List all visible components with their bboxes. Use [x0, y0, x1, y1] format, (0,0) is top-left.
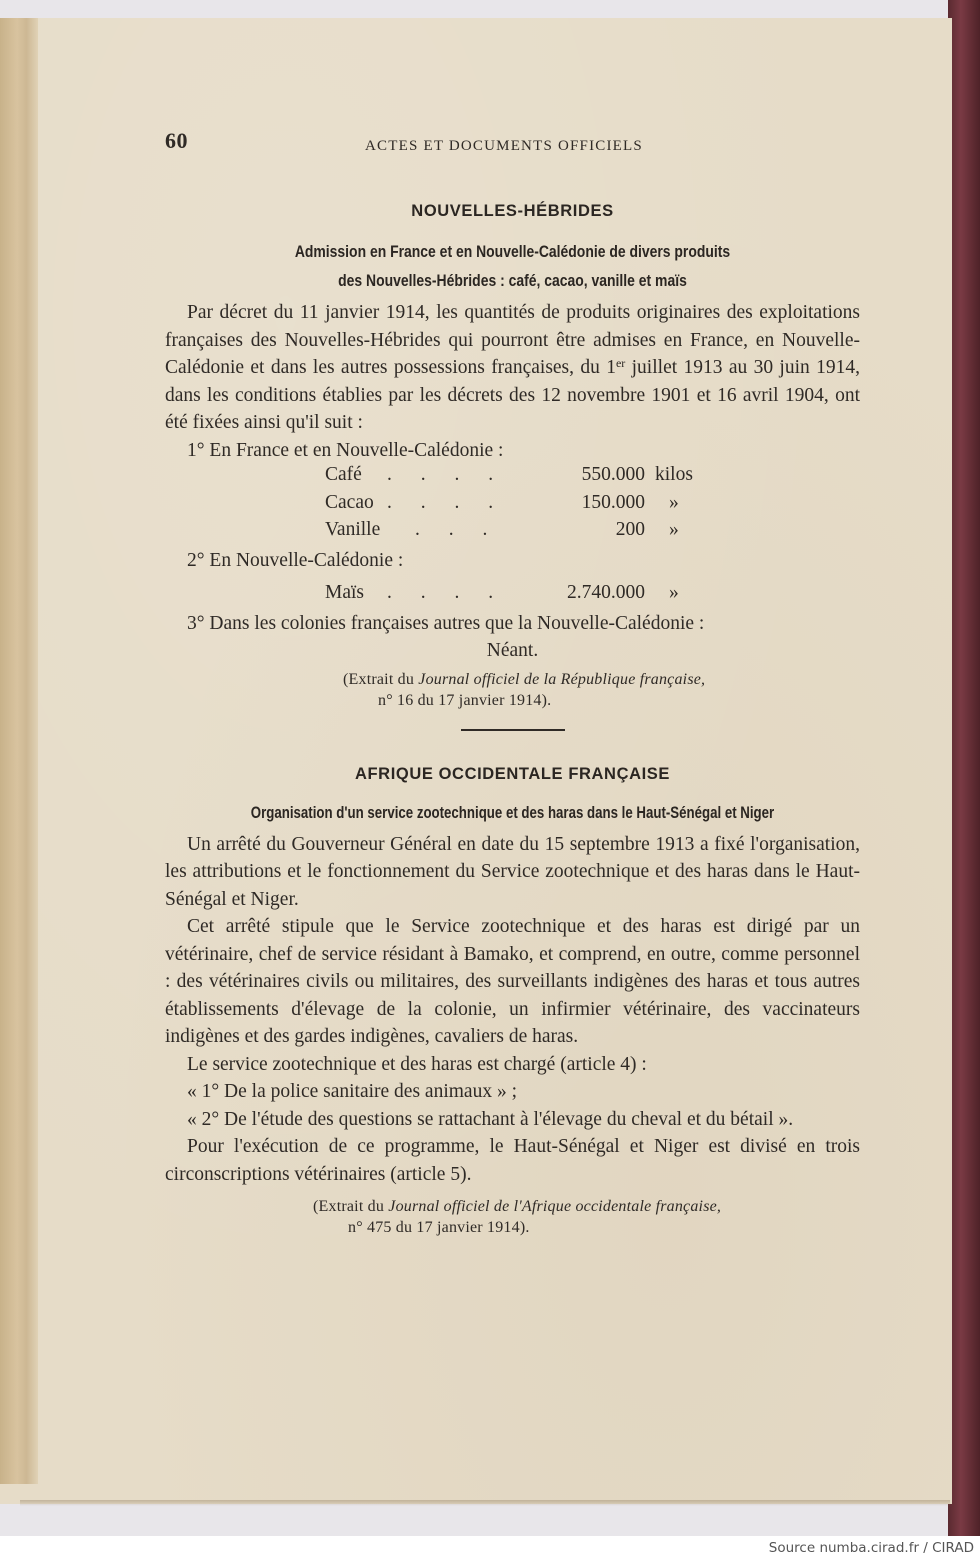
- product-quantity: 550.000: [581, 464, 645, 485]
- source-citation: [165, 1196, 860, 1238]
- section-divider: [461, 729, 565, 731]
- section-nouvelles-hebrides: [165, 202, 860, 711]
- quote-item-1: « 1° De la police sanitaire des animaux » ;: [187, 1081, 517, 1102]
- table-row: [165, 464, 860, 492]
- product-quantity: 200: [615, 519, 645, 540]
- leader-dots: . . . .: [387, 582, 506, 603]
- intro-text-2: juillet 1913 au 30 juin 1914, dans les conditions établies par les décrets des 12 novembre 1901 et 16 avril 1904, ont été fixées ainsi qu'il suit :: [165, 357, 860, 433]
- section-title: NOUVELLES-HÉBRIDES: [411, 202, 614, 220]
- paragraph: Cet arrêté stipule que le Service zootechnique et des haras est dirigé par un vétérinaire, chef de service résidant à Bamako, et comprend, en outre, comme personnel : des vétérinaires civils ou militaires, des surveillants indigènes des haras et tous autres établissements d'élevage de la colonie, un infirmier vétérinaire, des vaccinateurs indigènes et des gardes indigènes, cavaliers de haras.: [165, 916, 860, 1047]
- product-name: Café: [325, 464, 362, 485]
- product-name: Vanille: [325, 519, 381, 540]
- section-subtitle-line2: des Nouvelles-Hébrides : café, cacao, vanille et maïs: [338, 271, 687, 290]
- section-subtitle: Organisation d'un service zootechnique et des haras dans le Haut-Sénégal et Niger: [250, 802, 775, 822]
- leader-dots: . . .: [415, 519, 500, 540]
- citation-prefix: (Extrait du: [313, 1198, 389, 1215]
- product-name: Maïs: [325, 582, 364, 603]
- citation-prefix: (Extrait du: [343, 670, 419, 688]
- item-2-label: 2° En Nouvelle-Calédonie :: [187, 549, 404, 571]
- paragraph: Le service zootechnique et des haras est chargé (article 4) :: [187, 1053, 647, 1075]
- item-1-label: 1° En France et en Nouvelle-Calédonie :: [187, 439, 504, 461]
- book-binding: [948, 0, 980, 1536]
- running-title: ACTES ET DOCUMENTS OFFICIELS: [365, 138, 643, 154]
- section-subtitle-line1: Admission en France et en Nouvelle-Calédonie de divers produits: [294, 242, 731, 261]
- product-unit: »: [669, 582, 679, 603]
- page-edge: [0, 18, 38, 1484]
- superscript: er: [615, 356, 626, 370]
- table-row: [165, 582, 860, 610]
- page-shadow: [20, 1500, 950, 1506]
- product-unit: kilos: [655, 464, 693, 485]
- journal-title: Journal officiel de l'Afrique occidentale française,: [388, 1198, 722, 1215]
- leader-dots: . . . .: [387, 464, 506, 485]
- paragraph: Pour l'exécution de ce programme, le Haut-Sénégal et Niger est divisé en trois circonscriptions vétérinaires (article 5).: [165, 1136, 860, 1185]
- running-header: [165, 120, 860, 160]
- citation-issue: n° 475 du 17 janvier 1914).: [348, 1219, 530, 1236]
- product-name: Cacao: [325, 491, 374, 513]
- intro-paragraph: [165, 299, 860, 437]
- intro-text-1: Par décret du 11 janvier 1914, les quantités de produits originaires des exploitations françaises des Nouvelles-Hébrides qui pourront être admises en France, en Nouvelle-Calédonie et dans les autres possessions françaises, du 1: [165, 302, 860, 378]
- product-unit: »: [669, 519, 679, 540]
- page-number: 60: [165, 128, 188, 153]
- source-credit: Source numba.cirad.fr / CIRAD: [768, 1540, 974, 1556]
- item-3-label: 3° Dans les colonies françaises autres que la Nouvelle-Calédonie :: [187, 612, 705, 634]
- product-quantity: 2.740.000: [567, 582, 645, 603]
- paragraph: Un arrêté du Gouverneur Général en date du 15 septembre 1913 a fixé l'organisation, les attributions et le fonctionnement du Service zootechnique et des haras dans le Haut-Sénégal et Niger.: [165, 833, 860, 910]
- section-title: AFRIQUE OCCIDENTALE FRANÇAISE: [354, 764, 670, 783]
- item-3-value: Néant.: [486, 640, 539, 661]
- quantity-table-1: [165, 464, 860, 547]
- section-afrique-occidentale: [165, 765, 860, 1239]
- quote-item-2: « 2° De l'étude des questions se rattachant à l'élevage du cheval et du bétail ».: [187, 1108, 794, 1130]
- citation-issue: n° 16 du 17 janvier 1914).: [378, 691, 552, 709]
- source-citation: [165, 669, 860, 711]
- table-row: [165, 519, 860, 547]
- page-content: [165, 120, 860, 1238]
- product-quantity: 150.000: [581, 491, 645, 513]
- journal-title: Journal officiel de la République française,: [418, 670, 706, 688]
- quantity-table-2: [165, 582, 860, 610]
- product-unit: »: [669, 491, 679, 513]
- table-row: [165, 492, 860, 520]
- leader-dots: . . . .: [387, 491, 506, 513]
